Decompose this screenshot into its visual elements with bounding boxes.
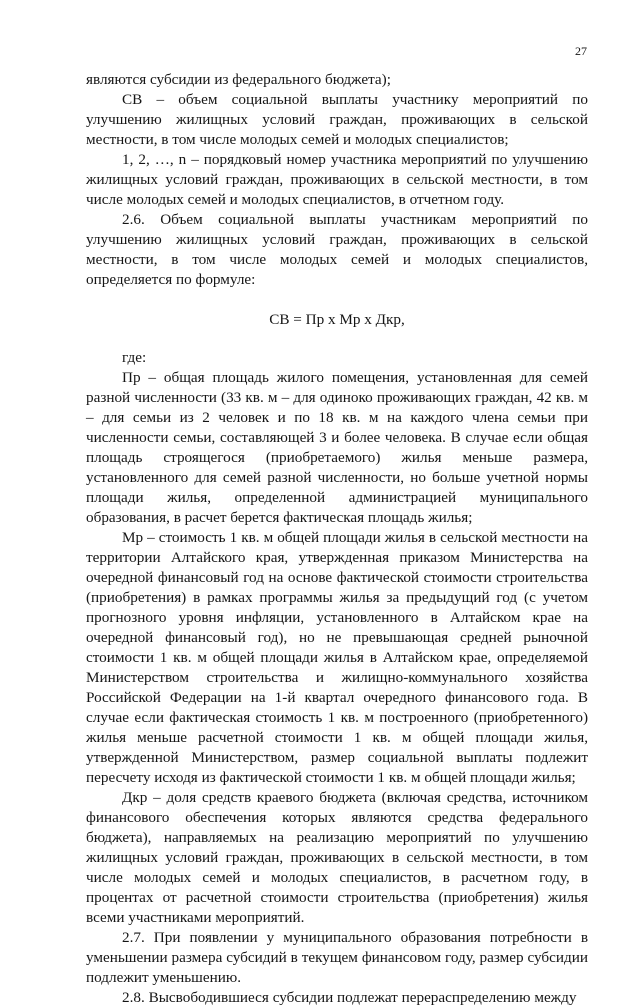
- paragraph-pr-definition: Пр – общая площадь жилого помещения, установленная для семей разной численности (33 кв. м – для одиноко проживающих граждан, 42 кв. м – для семьи из 2 человек и по 18 кв. м на каждого члена семьи при численности семьи, составляющей 3 и более человека. В случае если общая площадь строящегося (приобретаемого) жилья меньше размера, установленного для семей разной численности, но больше учетной нормы площади жилья, определенной администрацией муниципального образования, в расчет берется фактическая площадь жилья;: [86, 369, 588, 526]
- paragraph-2-6: 2.6. Объем социальной выплаты участникам мероприятий по улучшению жилищных условий граждан, проживающих в сельской местности, в том числе молодых семей и молодых специалистов, определяется по формуле:: [86, 211, 588, 288]
- paragraph-1: являются субсидии из федерального бюджета);: [86, 71, 391, 88]
- paragraph-dkr-definition: Дкр – доля средств краевого бюджета (включая средства, источником финансового обеспечения которых являются средства федерального бюджета), направляемых на реализацию мероприятий по улучшению жилищных условий граждан, проживающих в сельской местности, в том числе молодых семей и молодых специалистов, в расчетном году, в процентах от расчетной стоимости строительства (приобретения) жилья всеми участниками мероприятий.: [86, 789, 588, 926]
- paragraph-2-7: 2.7. При появлении у муниципального образования потребности в уменьшении размера субсидий в текущем финансовом году, размер субсидии подлежит уменьшению.: [86, 929, 588, 986]
- paragraph-sv-definition: СВ – объем социальной выплаты участнику мероприятий по улучшению жилищных условий граждан, проживающих в сельской местности, в том числе молодых семей и молодых специалистов;: [86, 91, 588, 148]
- page-number: 27: [575, 44, 587, 58]
- paragraph-mr-definition: Мр – стоимость 1 кв. м общей площади жилья в сельской местности на территории Алтайского края, утвержденная приказом Министерства на очередной финансовый год на основе фактической стоимости строительства (приобретения) в рамках программы жилья за предыдущий год (с учетом прогнозного уровня инфляции, установленного в Алтайском крае на очередной финансовый год), но не превышающая средней рыночной стоимости 1 кв. м общей площади жилья в Алтайском крае, определяемой Министерством строительства и жилищно-коммунального хозяйства Российской Федерации на 1-й квартал очередного финансового года. В случае если фактическая стоимость 1 кв. м построенного (приобретенного) жилья меньше расчетной стоимости 1 кв. м общей площади жилья, утвержденной Министерством, размер социальной выплаты подлежит пересчету исходя из фактической стоимости 1 кв. м общей площади жилья;: [86, 529, 588, 786]
- paragraph-2-8: 2.8. Высвободившиеся субсидии подлежат перераспределению между: [122, 989, 577, 1006]
- formula: СВ = Пр х Мр х Дкр,: [269, 311, 405, 328]
- document-body: [86, 70, 588, 1008]
- paragraph-n-definition: 1, 2, …, n – порядковый номер участника мероприятий по улучшению жилищных условий граждан, проживающих в сельской местности, в том числе молодых семей и молодых специалистов, в отчетном году.: [86, 151, 588, 208]
- paragraph-where: где:: [122, 349, 147, 366]
